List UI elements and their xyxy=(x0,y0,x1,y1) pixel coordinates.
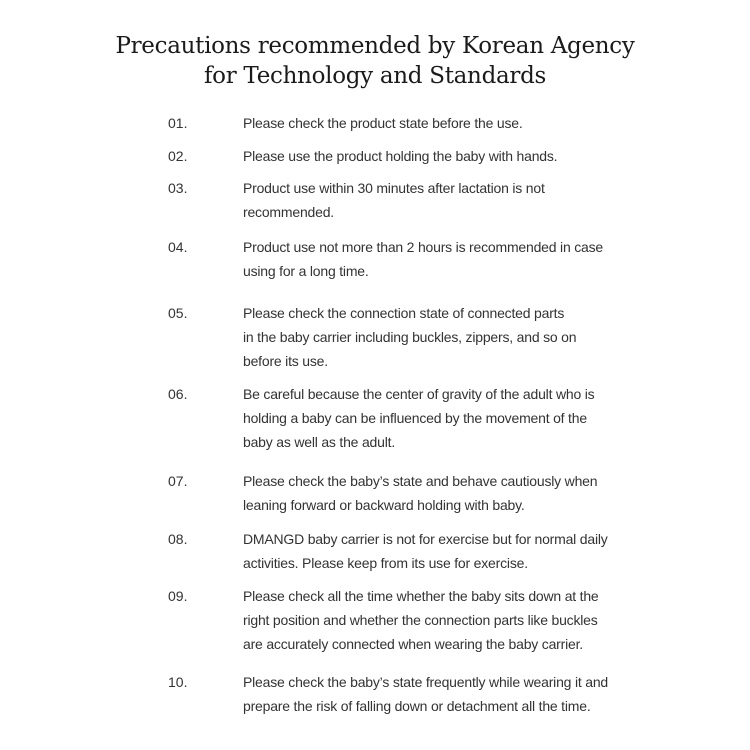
item-text-line: Please check the connection state of connected parts xyxy=(243,305,565,321)
item-text-line: baby as well as the adult. xyxy=(243,434,396,450)
page-title-line-1: Precautions recommended by Korean Agency xyxy=(115,33,635,59)
item-text xyxy=(243,144,613,168)
item-text-line: Product use within 30 minutes after lactation is not xyxy=(243,180,545,196)
item-text-line: Please use the product holding the baby with hands. xyxy=(243,148,558,164)
item-text xyxy=(243,670,613,718)
item-text xyxy=(243,527,613,575)
item-text-line: Product use not more than 2 hours is recommended in case xyxy=(243,239,603,255)
item-number: 01. xyxy=(168,115,188,131)
item-text-line: before its use. xyxy=(243,353,328,369)
page-title-line-2: for Technology and Standards xyxy=(203,63,547,89)
item-text-line: Please check the baby’s state and behave cautiously when xyxy=(243,473,598,489)
item-text-line: using for a long time. xyxy=(243,263,369,279)
item-text-line: leaning forward or backward holding with baby. xyxy=(243,497,525,513)
item-text xyxy=(243,111,613,135)
item-text xyxy=(243,235,613,283)
item-text-line: Be careful because the center of gravity of the adult who is xyxy=(243,386,595,402)
item-text xyxy=(243,584,613,656)
item-text xyxy=(243,469,613,517)
item-text-line: Please check the baby’s state frequently while wearing it and xyxy=(243,674,608,690)
item-text-line: Please check the product state before the use. xyxy=(243,115,523,131)
item-text-line: recommended. xyxy=(243,204,334,220)
item-text-line: in the baby carrier including buckles, zippers, and so on xyxy=(243,329,577,345)
item-text-line: prepare the risk of falling down or detachment all the time. xyxy=(243,698,591,714)
item-number: 08. xyxy=(168,531,188,547)
item-text xyxy=(243,382,613,454)
item-text-line: are accurately connected when wearing the baby carrier. xyxy=(243,636,583,652)
item-text xyxy=(243,176,613,224)
item-number: 06. xyxy=(168,386,188,402)
item-number: 09. xyxy=(168,588,188,604)
item-text-line: Please check all the time whether the baby sits down at the xyxy=(243,588,599,604)
item-number: 05. xyxy=(168,305,188,321)
item-number: 02. xyxy=(168,148,188,164)
item-text-line: activities. Please keep from its use for exercise. xyxy=(243,555,528,571)
item-number: 03. xyxy=(168,180,188,196)
item-number: 07. xyxy=(168,473,188,489)
item-number: 10. xyxy=(168,674,188,690)
item-text-line: right position and whether the connection parts like buckles xyxy=(243,612,598,628)
item-text xyxy=(243,301,613,373)
item-text-line: holding a baby can be influenced by the movement of the xyxy=(243,410,587,426)
item-text-line: DMANGD baby carrier is not for exercise but for normal daily xyxy=(243,531,608,547)
item-number: 04. xyxy=(168,239,188,255)
